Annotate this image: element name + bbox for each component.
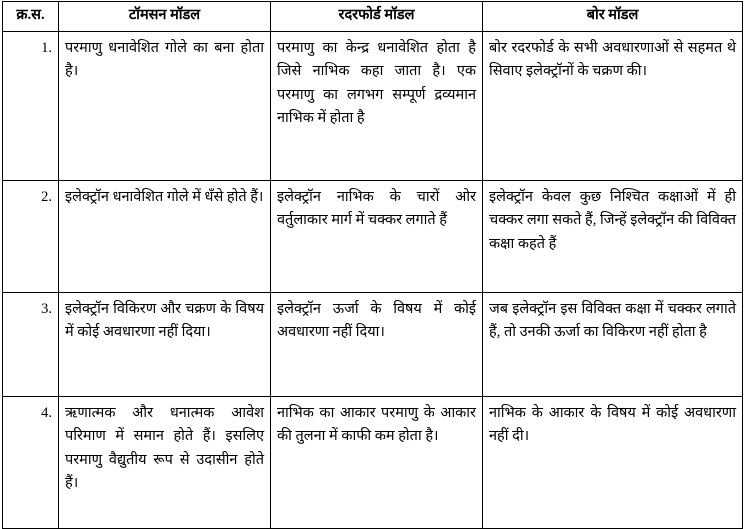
cell-text: इलेक्ट्रॉन धनावेशित गोले में धँसे होते हैं।	[65, 188, 264, 205]
cell-bohr	[483, 292, 743, 396]
cell-text: परमाणु का केन्द्र धनावेशित होता है जिसे नाभिक कहा जाता है। एक परमाणु का लगभग सम्पूर्ण द्रव्यमान नाभिक में होता है	[277, 39, 476, 127]
row-serial-number: 4.	[3, 396, 59, 528]
cell-text: नाभिक का आकार परमाणु के आकार की तुलना में काफी कम होता है।	[277, 404, 476, 445]
cell-rutherford	[271, 292, 483, 396]
table-row	[3, 396, 743, 528]
cell-text: इलेक्ट्रॉन केवल कुछ निश्चित कक्षाओं में ही चक्कर लगा सकते हैं, जिन्हें इलेक्ट्रॉन की विविक्त कक्षा कहते हैं	[489, 188, 736, 252]
table-row	[3, 292, 743, 396]
cell-thomson	[59, 396, 271, 528]
column-header-serial: क्र.स.	[3, 2, 59, 32]
cell-text: नाभिक के आकार के विषय में कोई अवधारणा नहीं दी।	[489, 404, 736, 445]
cell-text: ऋणात्मक और धनात्मक आवेश परिमाण में समान होते हैं। इसलिए परमाणु वैद्युतीय रूप से उदासीन होते हैं।	[65, 404, 264, 492]
row-serial-number: 1.	[3, 31, 59, 180]
cell-bohr	[483, 396, 743, 528]
table-row	[3, 180, 743, 292]
cell-text: जब इलेक्ट्रॉन इस विविक्त कक्षा में चक्कर लगाते हैं, तो उनकी ऊर्जा का विकिरण नहीं होता है	[489, 300, 736, 341]
cell-text: बोर रदरफोर्ड के सभी अवधारणाओं से सहमत थे सिवाए इलेक्ट्रॉनों के चक्रण की।	[489, 39, 736, 80]
cell-rutherford	[271, 396, 483, 528]
cell-text: इलेक्ट्रॉन ऊर्जा के विषय में कोई अवधारणा नहीं दिया।	[277, 300, 476, 341]
cell-thomson	[59, 31, 271, 180]
cell-bohr	[483, 180, 743, 292]
cell-text: इलेक्ट्रॉन विकिरण और चक्रण के विषय में कोई अवधारणा नहीं दिया।	[65, 300, 264, 341]
cell-rutherford	[271, 180, 483, 292]
cell-text: परमाणु धनावेशित गोले का बना होता है।	[65, 39, 264, 80]
cell-bohr	[483, 31, 743, 180]
row-serial-number: 3.	[3, 292, 59, 396]
cell-thomson	[59, 180, 271, 292]
row-serial-number: 2.	[3, 180, 59, 292]
table-header-row	[3, 2, 743, 32]
column-header-bohr-model: बोर मॉडल	[483, 2, 743, 32]
cell-rutherford	[271, 31, 483, 180]
cell-text: इलेक्ट्रॉन नाभिक के चारों ओर वर्तुलाकार मार्ग में चक्कर लगाते हैं	[277, 188, 476, 229]
column-header-thomson-model: टॉमसन मॉडल	[59, 2, 271, 32]
atomic-models-comparison-table	[2, 1, 743, 529]
table-row	[3, 31, 743, 180]
cell-thomson	[59, 292, 271, 396]
column-header-rutherford-model: रदरफोर्ड मॉडल	[271, 2, 483, 32]
document-page	[0, 1, 744, 524]
